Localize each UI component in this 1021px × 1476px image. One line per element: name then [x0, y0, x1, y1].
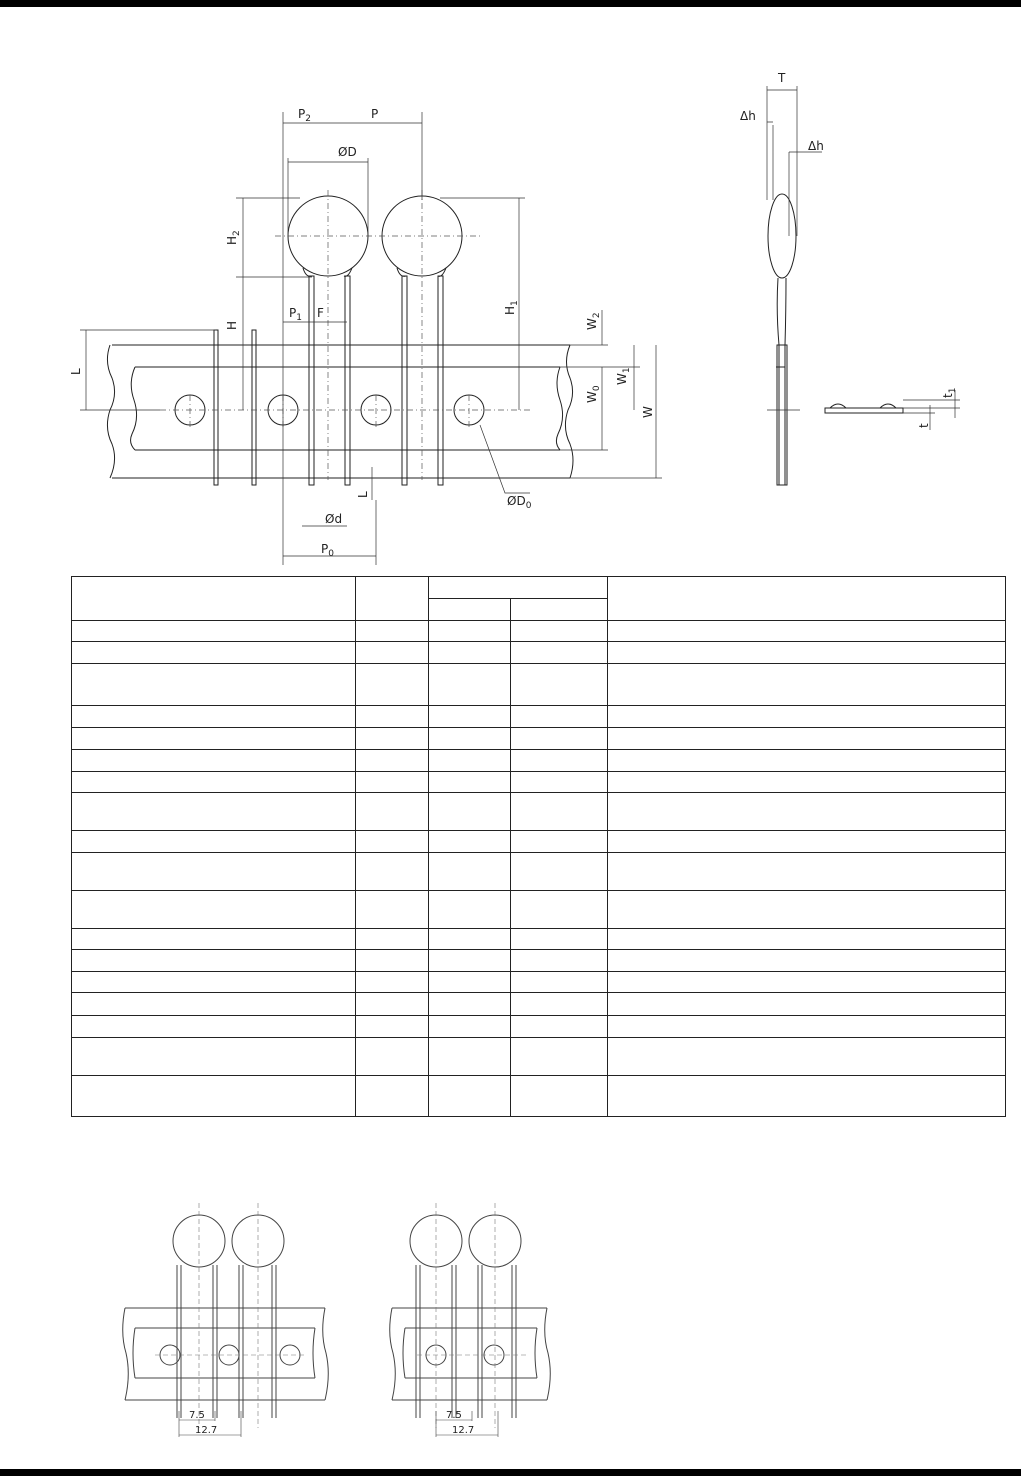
- table-row: [72, 929, 1006, 950]
- taping-dimension-table: [71, 576, 1006, 1117]
- table-cell: [511, 891, 608, 929]
- table-cell: [72, 830, 356, 852]
- table-cell: [72, 706, 356, 727]
- table-cell: [356, 621, 429, 642]
- table-cell: [511, 727, 608, 749]
- pitch-inner-left: 7.5: [189, 1410, 205, 1421]
- table-cell: [429, 950, 511, 972]
- table-row: [72, 972, 1006, 993]
- table-cell: [511, 599, 608, 621]
- table-cell: [608, 830, 1006, 852]
- table-cell: [72, 792, 356, 830]
- label-w0: $W_0$: [585, 385, 602, 403]
- table-row: [72, 1075, 1006, 1116]
- table-cell: [511, 993, 608, 1015]
- table-cell: [511, 852, 608, 890]
- table-cell: [429, 727, 511, 749]
- table-cell: [429, 993, 511, 1015]
- table-cell: [356, 950, 429, 972]
- table-cell: [72, 577, 356, 621]
- table-cell: [608, 771, 1006, 792]
- table-cell: [608, 993, 1006, 1015]
- table-cell: [72, 771, 356, 792]
- table-cell: [72, 1075, 356, 1116]
- label-h: H: [225, 320, 239, 330]
- table-cell: [356, 1015, 429, 1037]
- table-row: [72, 727, 1006, 749]
- table-cell: [356, 642, 429, 664]
- table-cell: [72, 852, 356, 890]
- table-cell: [608, 852, 1006, 890]
- table-cell: [72, 1015, 356, 1037]
- table-row: [72, 621, 1006, 642]
- label-h2: $H_2$: [225, 230, 242, 245]
- table-cell: [356, 972, 429, 993]
- label-p2: $P_2$: [298, 107, 311, 124]
- table-cell: [429, 664, 511, 706]
- example-taping-left: [115, 1203, 335, 1443]
- table-row: [72, 1015, 1006, 1037]
- label-dh-left: Δh: [740, 109, 756, 123]
- label-l-bottom: L: [356, 491, 370, 498]
- table-row: [72, 642, 1006, 664]
- label-p1: $P_1$: [289, 306, 302, 323]
- table-cell: [356, 771, 429, 792]
- label-t-side: T: [778, 71, 786, 85]
- table-cell: [511, 950, 608, 972]
- table-cell: [429, 852, 511, 890]
- table-cell: [608, 891, 1006, 929]
- table-row: [72, 664, 1006, 706]
- table-cell: [72, 972, 356, 993]
- pitch-outer-right: 12.7: [452, 1425, 475, 1436]
- table-cell: [429, 972, 511, 993]
- label-phi-d-small: Ød: [325, 512, 343, 526]
- table-cell: [356, 727, 429, 749]
- table-cell: [72, 993, 356, 1015]
- table-cell: [511, 830, 608, 852]
- table-cell: [356, 1037, 429, 1075]
- table-cell: [356, 993, 429, 1015]
- bottom-border-bar: [0, 1469, 1021, 1476]
- table-row: [72, 771, 1006, 792]
- table-row: [72, 891, 1006, 929]
- table-cell: [608, 792, 1006, 830]
- table-cell: [511, 1015, 608, 1037]
- table-cell: [429, 1037, 511, 1075]
- table-row: [72, 993, 1006, 1015]
- table-cell: [608, 972, 1006, 993]
- table-cell: [356, 1075, 429, 1116]
- table-cell: [608, 642, 1006, 664]
- table-cell: [429, 1075, 511, 1116]
- label-p0: $P_0$: [321, 542, 334, 559]
- table-cell: [608, 664, 1006, 706]
- table-cell: [429, 771, 511, 792]
- table-cell: [72, 727, 356, 749]
- table-cell: [356, 891, 429, 929]
- table-cell: [429, 929, 511, 950]
- label-w: W: [641, 406, 655, 418]
- pitch-outer-left: 12.7: [195, 1425, 218, 1436]
- table-cell: [608, 950, 1006, 972]
- table-cell: [72, 891, 356, 929]
- table-cell: [608, 727, 1006, 749]
- label-t: t: [917, 423, 931, 428]
- table-cell: [356, 664, 429, 706]
- label-h1: $H_1$: [503, 300, 520, 315]
- table-cell: [608, 577, 1006, 621]
- table-cell: [72, 950, 356, 972]
- table-cell: [72, 664, 356, 706]
- table-cell: [429, 891, 511, 929]
- label-l-left: L: [69, 368, 83, 375]
- table-cell: [511, 929, 608, 950]
- table-cell: [511, 972, 608, 993]
- table-row: [72, 749, 1006, 771]
- table-cell: [608, 1037, 1006, 1075]
- label-phi-d0: $ØD_0$: [507, 494, 532, 511]
- table-row: [72, 830, 1006, 852]
- table-cell: [511, 749, 608, 771]
- table-cell: [429, 599, 511, 621]
- table-cell: [429, 792, 511, 830]
- table-cell: [608, 706, 1006, 727]
- table-cell: [511, 1037, 608, 1075]
- table-cell: [511, 792, 608, 830]
- table-cell: [511, 642, 608, 664]
- table-cell: [356, 577, 429, 621]
- table-cell: [356, 792, 429, 830]
- table-cell: [608, 929, 1006, 950]
- table-cell: [72, 749, 356, 771]
- label-phi-d: ØD: [338, 145, 357, 159]
- table-cell: [356, 929, 429, 950]
- table-row: [72, 852, 1006, 890]
- table-cell: [511, 621, 608, 642]
- table-row: [72, 706, 1006, 727]
- label-t1: $t_1$: [941, 387, 958, 398]
- label-f: F: [317, 306, 324, 320]
- table-cell: [72, 929, 356, 950]
- table-cell: [429, 621, 511, 642]
- table-cell: [429, 642, 511, 664]
- label-w2: $W_2$: [585, 312, 602, 330]
- table-cell: [356, 830, 429, 852]
- table-cell: [608, 749, 1006, 771]
- table-cell: [511, 664, 608, 706]
- table-cell: [511, 706, 608, 727]
- table-cell: [72, 621, 356, 642]
- table-row: [72, 1037, 1006, 1075]
- table-cell: [429, 830, 511, 852]
- table-row: [72, 792, 1006, 830]
- pitch-inner-right: 7.5: [446, 1410, 462, 1421]
- taping-dimension-drawing: [0, 0, 1021, 570]
- table-cell: [511, 1075, 608, 1116]
- example-taping-right: [387, 1203, 557, 1443]
- table-cell: [429, 706, 511, 727]
- table-cell: [429, 1015, 511, 1037]
- label-p: P: [371, 107, 379, 121]
- table-cell: [356, 852, 429, 890]
- label-w1: $W_1$: [615, 367, 632, 385]
- table-cell: [356, 749, 429, 771]
- table-cell: [608, 621, 1006, 642]
- table-cell: [356, 706, 429, 727]
- table-cell: [608, 1075, 1006, 1116]
- table-header-row: [72, 577, 1006, 599]
- table-cell: [511, 771, 608, 792]
- table-cell: [72, 1037, 356, 1075]
- table-cell: [429, 749, 511, 771]
- table-cell: [429, 577, 608, 599]
- label-dh-right: Δh: [808, 139, 824, 153]
- table-row: [72, 950, 1006, 972]
- table-cell: [608, 1015, 1006, 1037]
- table-cell: [72, 642, 356, 664]
